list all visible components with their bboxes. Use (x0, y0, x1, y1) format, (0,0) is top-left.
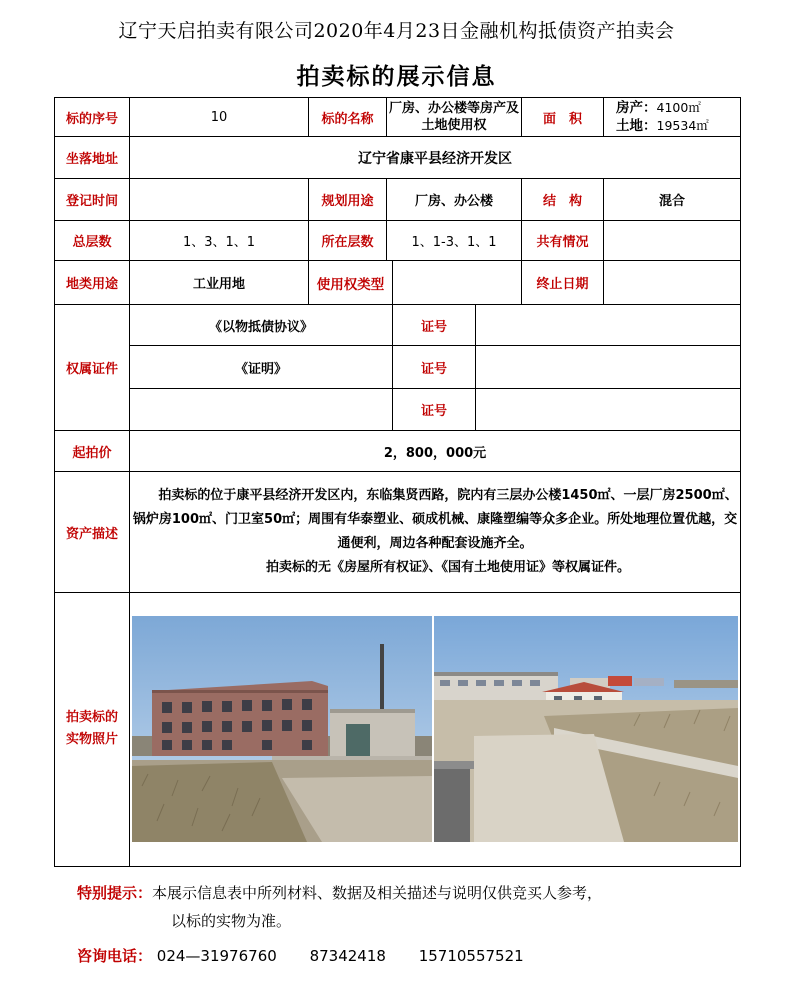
special-note-line-1: 本展示信息表中所列材料、数据及相关描述与说明仅供竞买人参考， (152, 884, 603, 902)
reg-time-value (130, 179, 309, 221)
auction-title: 辽宁天启拍卖有限公司2020年4月23日金融机构抵债资产拍卖会 (118, 20, 675, 42)
ownership-label: 权属证件 (55, 305, 130, 431)
property-photo-factory-yard (434, 616, 738, 842)
cert-value-2 (476, 346, 741, 389)
start-price-value: 2，800，000元 (130, 431, 741, 472)
area-house-label: 房产： (616, 100, 657, 117)
cert-label-1: 证号 (393, 305, 476, 346)
ownership-doc-3 (130, 389, 393, 431)
special-note (77, 879, 602, 935)
property-photo-office-building (132, 616, 432, 842)
area-label: 面 积 (522, 98, 604, 137)
cert-label-2: 证号 (393, 346, 476, 389)
ownership-doc-1: 《以物抵债协议》 (130, 305, 393, 346)
planned-use-value: 厂房、办公楼 (387, 179, 522, 221)
area-house-value: 4100㎡ (656, 100, 701, 116)
shared-value (604, 221, 741, 261)
special-note-line-2: 以标的实物为准。 (171, 912, 292, 930)
lot-name-label: 标的名称 (309, 98, 387, 137)
area-land-label: 土地： (616, 118, 657, 135)
contact-phone (77, 945, 552, 966)
end-date-label: 终止日期 (522, 261, 604, 305)
photos-label-line-2: 实物照片 (65, 732, 118, 748)
area-land-value: 19534㎡ (656, 118, 709, 134)
location-label: 坐落地址 (55, 137, 130, 179)
info-table (54, 97, 741, 867)
floor-value: 1、1-3、1、1 (387, 221, 522, 261)
description-paragraph-1: 拍卖标的位于康平县经济开发区内，东临集贤西路，院内有三层办公楼1450㎡、一层厂房2500㎡、锅炉房100㎡、门卫室50㎡；周围有华泰塑业、硕成机械、康隆塑编等众多企业。所处地理位置优越，交通便利，周边各种配套设施齐全。 (132, 488, 738, 551)
lot-no-value: 10 (130, 98, 309, 137)
description-paragraph-2: 拍卖标的无《房屋所有权证》、《国有土地使用证》等权属证件。 (266, 560, 631, 575)
phone-number-2: 87342418 (309, 947, 386, 965)
photos-cell (130, 592, 741, 866)
description-value (130, 472, 741, 592)
land-use-label: 地类用途 (55, 261, 130, 305)
cert-label-3: 证号 (393, 389, 476, 431)
cert-value-1 (476, 305, 741, 346)
total-floors-value: 1、3、1、1 (130, 221, 309, 261)
cert-value-3 (476, 389, 741, 431)
start-price-label: 起拍价 (55, 431, 130, 472)
structure-value: 混合 (604, 179, 741, 221)
area-value (604, 98, 741, 137)
planned-use-label: 规划用途 (309, 179, 387, 221)
floor-label: 所在层数 (309, 221, 387, 261)
end-date-value (604, 261, 741, 305)
location-value: 辽宁省康平县经济开发区 (130, 137, 741, 179)
structure-label: 结 构 (522, 179, 604, 221)
total-floors-label: 总层数 (55, 221, 130, 261)
reg-time-label: 登记时间 (55, 179, 130, 221)
land-use-value: 工业用地 (130, 261, 309, 305)
shared-label: 共有情况 (522, 221, 604, 261)
right-type-label: 使用权类型 (309, 261, 393, 305)
photos-label-line-1: 拍卖标的 (65, 710, 118, 726)
phone-number-1: 024—31976760 (156, 947, 277, 965)
description-label: 资产描述 (55, 472, 130, 592)
contact-label: 咨询电话： (77, 947, 153, 965)
page-title: 拍卖标的展示信息 (296, 63, 497, 90)
lot-no-label: 标的序号 (55, 98, 130, 137)
photos-label (55, 592, 130, 866)
special-note-label: 特别提示： (77, 884, 153, 902)
right-type-value (393, 261, 522, 305)
ownership-doc-2: 《证明》 (130, 346, 393, 389)
lot-name-value: 厂房、办公楼等房产及土地使用权 (387, 98, 522, 137)
phone-number-3: 15710557521 (418, 947, 524, 965)
